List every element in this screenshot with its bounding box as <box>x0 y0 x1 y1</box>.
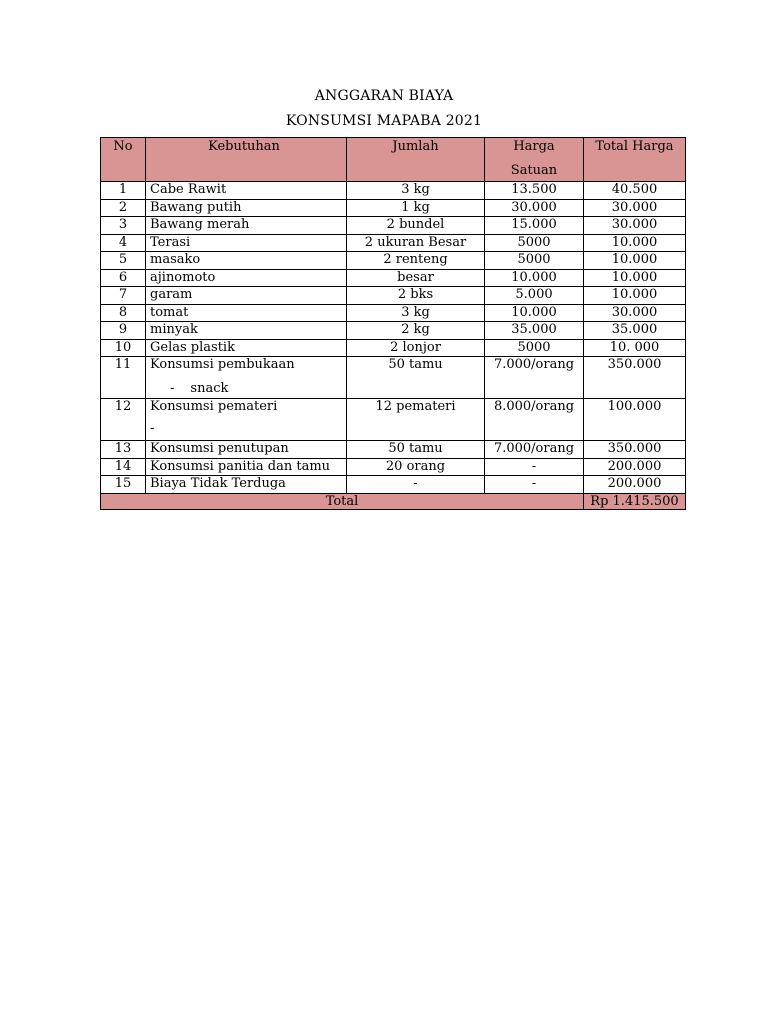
cell-kebutuhan: Gelas plastik <box>146 339 347 357</box>
cell-total: 100.000 <box>584 399 686 441</box>
cell-no: 7 <box>101 287 146 305</box>
cell-harga: 5000 <box>485 234 584 252</box>
cell-kebutuhan: Bawang putih <box>146 199 347 217</box>
cell-total: 30.000 <box>584 199 686 217</box>
sub-item <box>150 381 342 397</box>
cell-harga: 15.000 <box>485 217 584 235</box>
table-row <box>101 458 686 476</box>
header-harga-line1: Harga <box>513 139 555 154</box>
table-row <box>101 339 686 357</box>
cell-kebutuhan: garam <box>146 287 347 305</box>
cell-kebutuhan <box>146 357 347 399</box>
total-value: Rp 1.415.500 <box>584 493 686 509</box>
cell-harga: - <box>485 458 584 476</box>
cell-jumlah: 2 bundel <box>347 217 485 235</box>
cell-no: 4 <box>101 234 146 252</box>
document-title: ANGGARAN BIAYA <box>314 88 454 104</box>
header-no: No <box>101 138 146 182</box>
cell-kebutuhan: tomat <box>146 304 347 322</box>
cell-harga: 5.000 <box>485 287 584 305</box>
table-row <box>101 182 686 200</box>
cell-no: 9 <box>101 322 146 340</box>
table-row <box>101 199 686 217</box>
cell-total: 10.000 <box>584 234 686 252</box>
table-row <box>101 269 686 287</box>
cell-no: 5 <box>101 252 146 270</box>
cell-no: 15 <box>101 476 146 494</box>
cell-jumlah: 2 ukuran Besar <box>347 234 485 252</box>
cell-jumlah: - <box>347 476 485 494</box>
cell-no: 6 <box>101 269 146 287</box>
sub-item-text: snack <box>190 381 229 396</box>
document-subtitle: KONSUMSI MAPABA 2021 <box>285 113 483 129</box>
cell-total: 10.000 <box>584 287 686 305</box>
budget-table <box>100 137 686 510</box>
cell-harga: 5000 <box>485 339 584 357</box>
cell-harga: 7.000/orang <box>485 357 584 399</box>
cell-total: 200.000 <box>584 458 686 476</box>
header-kebutuhan: Kebutuhan <box>146 138 347 182</box>
cell-kebutuhan: Bawang merah <box>146 217 347 235</box>
cell-kebutuhan-text: Konsumsi pembukaan <box>150 357 295 372</box>
cell-jumlah: 1 kg <box>347 199 485 217</box>
cell-total: 30.000 <box>584 217 686 235</box>
cell-jumlah: 2 renteng <box>347 252 485 270</box>
cell-kebutuhan: Konsumsi penutupan <box>146 441 347 459</box>
cell-jumlah: 3 kg <box>347 182 485 200</box>
cell-harga: 10.000 <box>485 304 584 322</box>
header-total-harga: Total Harga <box>584 138 686 182</box>
cell-kebutuhan: Konsumsi panitia dan tamu <box>146 458 347 476</box>
cell-harga: 30.000 <box>485 199 584 217</box>
cell-jumlah: 50 tamu <box>347 441 485 459</box>
cell-harga: 35.000 <box>485 322 584 340</box>
cell-total: 10. 000 <box>584 339 686 357</box>
table-row <box>101 287 686 305</box>
table-row <box>101 357 686 399</box>
cell-no: 3 <box>101 217 146 235</box>
cell-harga: 13.500 <box>485 182 584 200</box>
cell-no: 8 <box>101 304 146 322</box>
table-row <box>101 476 686 494</box>
cell-kebutuhan <box>146 399 347 441</box>
table-row <box>101 252 686 270</box>
cell-total: 30.000 <box>584 304 686 322</box>
cell-no: 13 <box>101 441 146 459</box>
cell-harga: 5000 <box>485 252 584 270</box>
cell-no: 11 <box>101 357 146 399</box>
cell-total: 10.000 <box>584 269 686 287</box>
cell-total: 35.000 <box>584 322 686 340</box>
cell-harga: 8.000/orang <box>485 399 584 441</box>
cell-harga: 10.000 <box>485 269 584 287</box>
table-header-row <box>101 138 686 182</box>
cell-jumlah: 12 pemateri <box>347 399 485 441</box>
cell-jumlah: 2 bks <box>347 287 485 305</box>
cell-kebutuhan: minyak <box>146 322 347 340</box>
cell-kebutuhan: Cabe Rawit <box>146 182 347 200</box>
sub-item-bullet: - <box>170 381 175 396</box>
cell-harga: 7.000/orang <box>485 441 584 459</box>
table-total-row <box>101 493 686 509</box>
cell-jumlah: 20 orang <box>347 458 485 476</box>
cell-no: 12 <box>101 399 146 441</box>
cell-no: 1 <box>101 182 146 200</box>
cell-kebutuhan-text: Konsumsi pemateri <box>150 399 278 414</box>
header-jumlah: Jumlah <box>347 138 485 182</box>
header-harga-satuan <box>485 138 584 182</box>
table-row <box>101 441 686 459</box>
cell-kebutuhan: masako <box>146 252 347 270</box>
table-row <box>101 304 686 322</box>
cell-jumlah: 3 kg <box>347 304 485 322</box>
cell-no: 10 <box>101 339 146 357</box>
total-label: Total <box>101 493 584 509</box>
cell-no: 2 <box>101 199 146 217</box>
cell-kebutuhan: Biaya Tidak Terduga <box>146 476 347 494</box>
cell-total: 350.000 <box>584 357 686 399</box>
cell-kebutuhan: Terasi <box>146 234 347 252</box>
header-harga-line2: Satuan <box>510 163 558 178</box>
cell-total: 200.000 <box>584 476 686 494</box>
cell-jumlah: besar <box>347 269 485 287</box>
cell-jumlah: 2 kg <box>347 322 485 340</box>
table-row <box>101 234 686 252</box>
cell-total: 40.500 <box>584 182 686 200</box>
cell-total: 350.000 <box>584 441 686 459</box>
table-row <box>101 322 686 340</box>
cell-jumlah: 2 lonjor <box>347 339 485 357</box>
table-row <box>101 399 686 441</box>
cell-jumlah: 50 tamu <box>347 357 485 399</box>
cell-harga: - <box>485 476 584 494</box>
sub-item-bullet: - <box>150 421 155 436</box>
cell-total: 10.000 <box>584 252 686 270</box>
cell-no: 14 <box>101 458 146 476</box>
cell-kebutuhan: ajinomoto <box>146 269 347 287</box>
table-row <box>101 217 686 235</box>
